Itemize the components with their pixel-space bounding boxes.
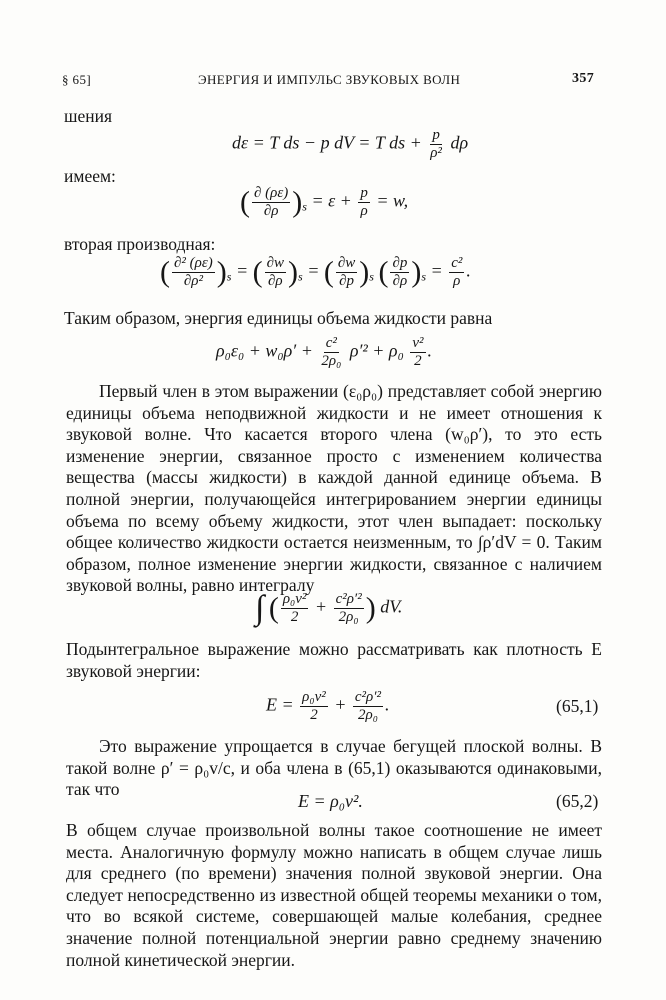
page-number: 357: [572, 71, 595, 86]
text-line: Таким образом, энергия единицы объема жидкости равна: [64, 308, 493, 328]
equation-integral: ∫ ( $\frac{\text{ρ₀v²}}{2}$ + $\frac{\text{c²ρ′²}}{\text{2ρ₀}}$ ) dV.: [255, 589, 403, 627]
equation-number: (65,2): [556, 791, 599, 811]
equation-second-derivative: ( $\frac{\text{∂² (ρε)}}{\text{∂ρ²}}$ )$_s$ = ( $\frac{\partial w}{\partial\rho}$ )$_s$ = ( $\frac{\partial w}{\partial p}$ )$_s$ ( $\frac{\partial p}{\partial\rho}$ )$_s$ = $\frac{\text{c²}}{\rho}$ .: [160, 255, 471, 289]
equation-65-2: E = ρ₀v².: [298, 791, 363, 811]
paragraph-1: Первый член в этом выражении (ε₀ρ₀) представляет собой энергию единицы объема неподвижной жидкости и не имеет отношения к звуковой волне. Что касается второго члена (w₀ρ′), то это есть изменение энергии, связанное просто с изменением количества вещества (массы жидкости) в каждой данной единице объема. В полной энергии, получающейся интегрированием энергии единицы объема по всему объему жидкости, этот член выпадает: поскольку общее количество жидкости остается неизменным, то ∫ρ′dV = 0. Таким образом, полное изменение энергии жидкости, связанное с наличием звуковой волны, равно интегралу: [66, 381, 602, 596]
equation-65-1: E = $\frac{\text{ρ₀v²}}{2}$ + $\frac{\text{c²ρ′²}}{\text{2ρ₀}}$ .: [266, 689, 390, 723]
text-line: имеем:: [64, 166, 116, 186]
text-line: вторая производная:: [64, 234, 216, 254]
paragraph-4: В общем случае произвольной волны такое соотношение не имеет места. Аналогичную формулу можно написать в общем случае лишь для среднего (по времени) значения полной звуковой энергии. Она следует непосредственно из известной общей теоремы механики о том, что во всякой системе, совершающей малые колебания, среднее значение полной потенциальной энергии равно среднему значению полной кинетической энергии.: [66, 820, 602, 970]
section-label: § 65]: [62, 72, 92, 87]
text-line: шения: [64, 106, 113, 126]
equation-energy-density: ρ₀ε₀ + w₀ρ′ + $\frac{\text{c²}}{\text{2ρ₀}}$ ρ′² + ρ₀ $\frac{\text{v²}}{2}$ .: [216, 335, 432, 369]
paragraph-3: Это выражение упрощается в случае бегущей плоской волны. В такой волне ρ′ = ρ₀v/c, и оба члена в (65,1) оказываются одинаковыми, так что: [66, 736, 602, 800]
running-title: ЭНЕРГИЯ И ИМПУЛЬС ЗВУКОВЫХ ВОЛН: [198, 72, 461, 87]
equation-number: (65,1): [556, 696, 599, 716]
equation-de: dε = T ds − p dV = T ds + $\frac{p}{\text{ρ²}}$ dρ: [232, 127, 469, 161]
equation-first-derivative: ( $\frac{\partial (\rho\varepsilon)}{\partial\rho}$ )$_s = \varepsilon$ + $\frac{p}{\rho}$ = w,: [240, 185, 409, 219]
paragraph-2: Подынтегральное выражение можно рассматривать как плотность E звуковой энергии:: [66, 639, 602, 681]
